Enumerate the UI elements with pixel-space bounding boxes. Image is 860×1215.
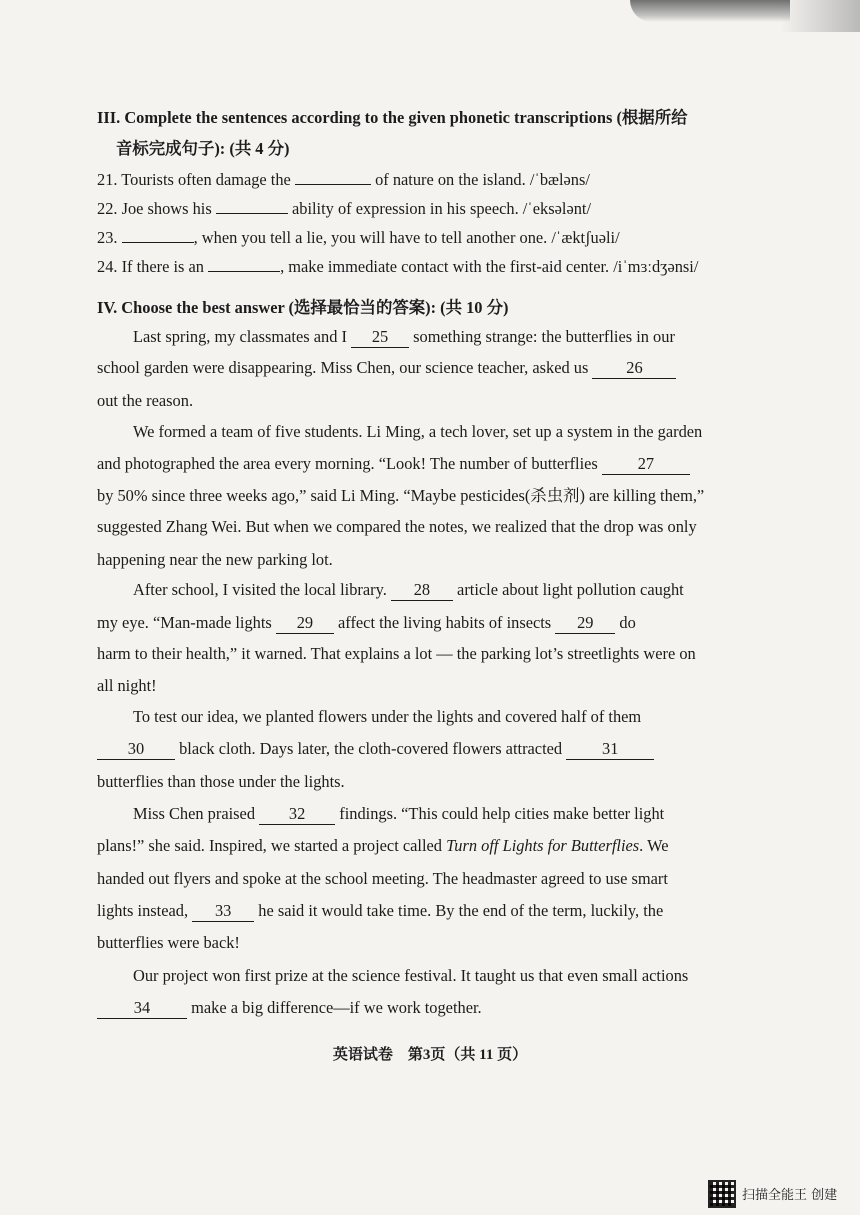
- question-21: 21. Tourists often damage the of nature on the island. /ˈbæləns/: [97, 170, 590, 189]
- answer-blank-24[interactable]: [208, 256, 280, 272]
- passage-line: handed out flyers and spoke at the school meeting. The headmaster agreed to use smart: [97, 869, 668, 888]
- passage-line: Our project won first prize at the science festival. It taught us that even small actions: [133, 966, 689, 985]
- section4-heading: IV. Choose the best answer (选择最恰当的答案): (共 10 分): [97, 298, 509, 317]
- blank-26[interactable]: 26: [592, 358, 676, 379]
- passage-line: harm to their health,” it warned. That explains a lot — the parking lot’s streetlights were on: [97, 644, 696, 663]
- question-23: 23. , when you tell a lie, you will have to tell another one. /ˈæktʃuəli/: [97, 228, 620, 247]
- passage-line: Last spring, my classmates and I 25 something strange: the butterflies in our: [133, 327, 675, 346]
- blank-29-first[interactable]: 29: [276, 613, 334, 634]
- question-24: 24. If there is an , make immediate contact with the first-aid center. /iˈmɜːdʒənsi/: [97, 257, 699, 276]
- scanner-watermark: 扫描全能王 创建: [742, 1188, 838, 1203]
- passage-line: all night!: [97, 676, 157, 695]
- page-curl-shadow: [630, 0, 790, 22]
- blank-32[interactable]: 32: [259, 804, 335, 825]
- passage-line: lights instead, 33 he said it would take time. By the end of the term, luckily, the: [97, 901, 664, 920]
- passage-line: butterflies than those under the lights.: [97, 772, 345, 791]
- question-22: 22. Joe shows his ability of expression in his speech. /ˈeksələnt/: [97, 199, 592, 218]
- passage-line: by 50% since three weeks ago,” said Li Ming. “Maybe pesticides(杀虫剂) are killing them,”: [97, 486, 705, 505]
- blank-31[interactable]: 31: [566, 739, 654, 760]
- blank-34[interactable]: 34: [97, 998, 187, 1019]
- blank-29-second[interactable]: 29: [555, 613, 615, 634]
- passage-line: plans!” she said. Inspired, we started a project called Turn off Lights for Butterflies. We: [97, 836, 669, 855]
- answer-blank-23[interactable]: [122, 227, 194, 243]
- blank-25[interactable]: 25: [351, 327, 409, 348]
- passage-line: suggested Zhang Wei. But when we compared the notes, we realized that the drop was only: [97, 517, 697, 536]
- passage-line: and photographed the area every morning. “Look! The number of butterflies 27: [97, 454, 690, 475]
- passage-line: butterflies were back!: [97, 933, 240, 952]
- passage-line: Miss Chen praised 32 findings. “This could help cities make better light: [133, 804, 665, 823]
- passage-line: school garden were disappearing. Miss Chen, our science teacher, asked us 26: [97, 358, 676, 379]
- answer-blank-21[interactable]: [295, 169, 371, 185]
- answer-blank-22[interactable]: [216, 198, 288, 214]
- passage-line: my eye. “Man-made lights 29 affect the living habits of insects 29 do: [97, 613, 636, 632]
- passage-line: To test our idea, we planted flowers under the lights and covered half of them: [133, 707, 642, 726]
- page-edge-shadow: [780, 0, 860, 32]
- passage-line: 30 black cloth. Days later, the cloth-covered flowers attracted 31: [97, 739, 654, 760]
- blank-30[interactable]: 30: [97, 739, 175, 760]
- section3-heading: III. Complete the sentences according to the given phonetic transcriptions (根据所给: [97, 108, 688, 127]
- passage-line: After school, I visited the local library. 28 article about light pollution caught: [133, 580, 684, 599]
- qr-code-icon: [708, 1180, 736, 1208]
- blank-33[interactable]: 33: [192, 901, 254, 922]
- project-title: Turn off Lights for Butterflies: [446, 836, 640, 855]
- blank-27[interactable]: 27: [602, 454, 690, 475]
- passage-line: happening near the new parking lot.: [97, 550, 333, 569]
- passage-line: We formed a team of five students. Li Ming, a tech lover, set up a system in the garden: [133, 422, 703, 441]
- section3-heading-cont: 音标完成句子): (共 4 分): [116, 139, 290, 158]
- passage-line: out the reason.: [97, 391, 194, 410]
- page-footer: 英语试卷 第3页（共 11 页）: [332, 1047, 528, 1063]
- blank-28[interactable]: 28: [391, 580, 453, 601]
- passage-line: 34 make a big difference—if we work together.: [97, 998, 482, 1019]
